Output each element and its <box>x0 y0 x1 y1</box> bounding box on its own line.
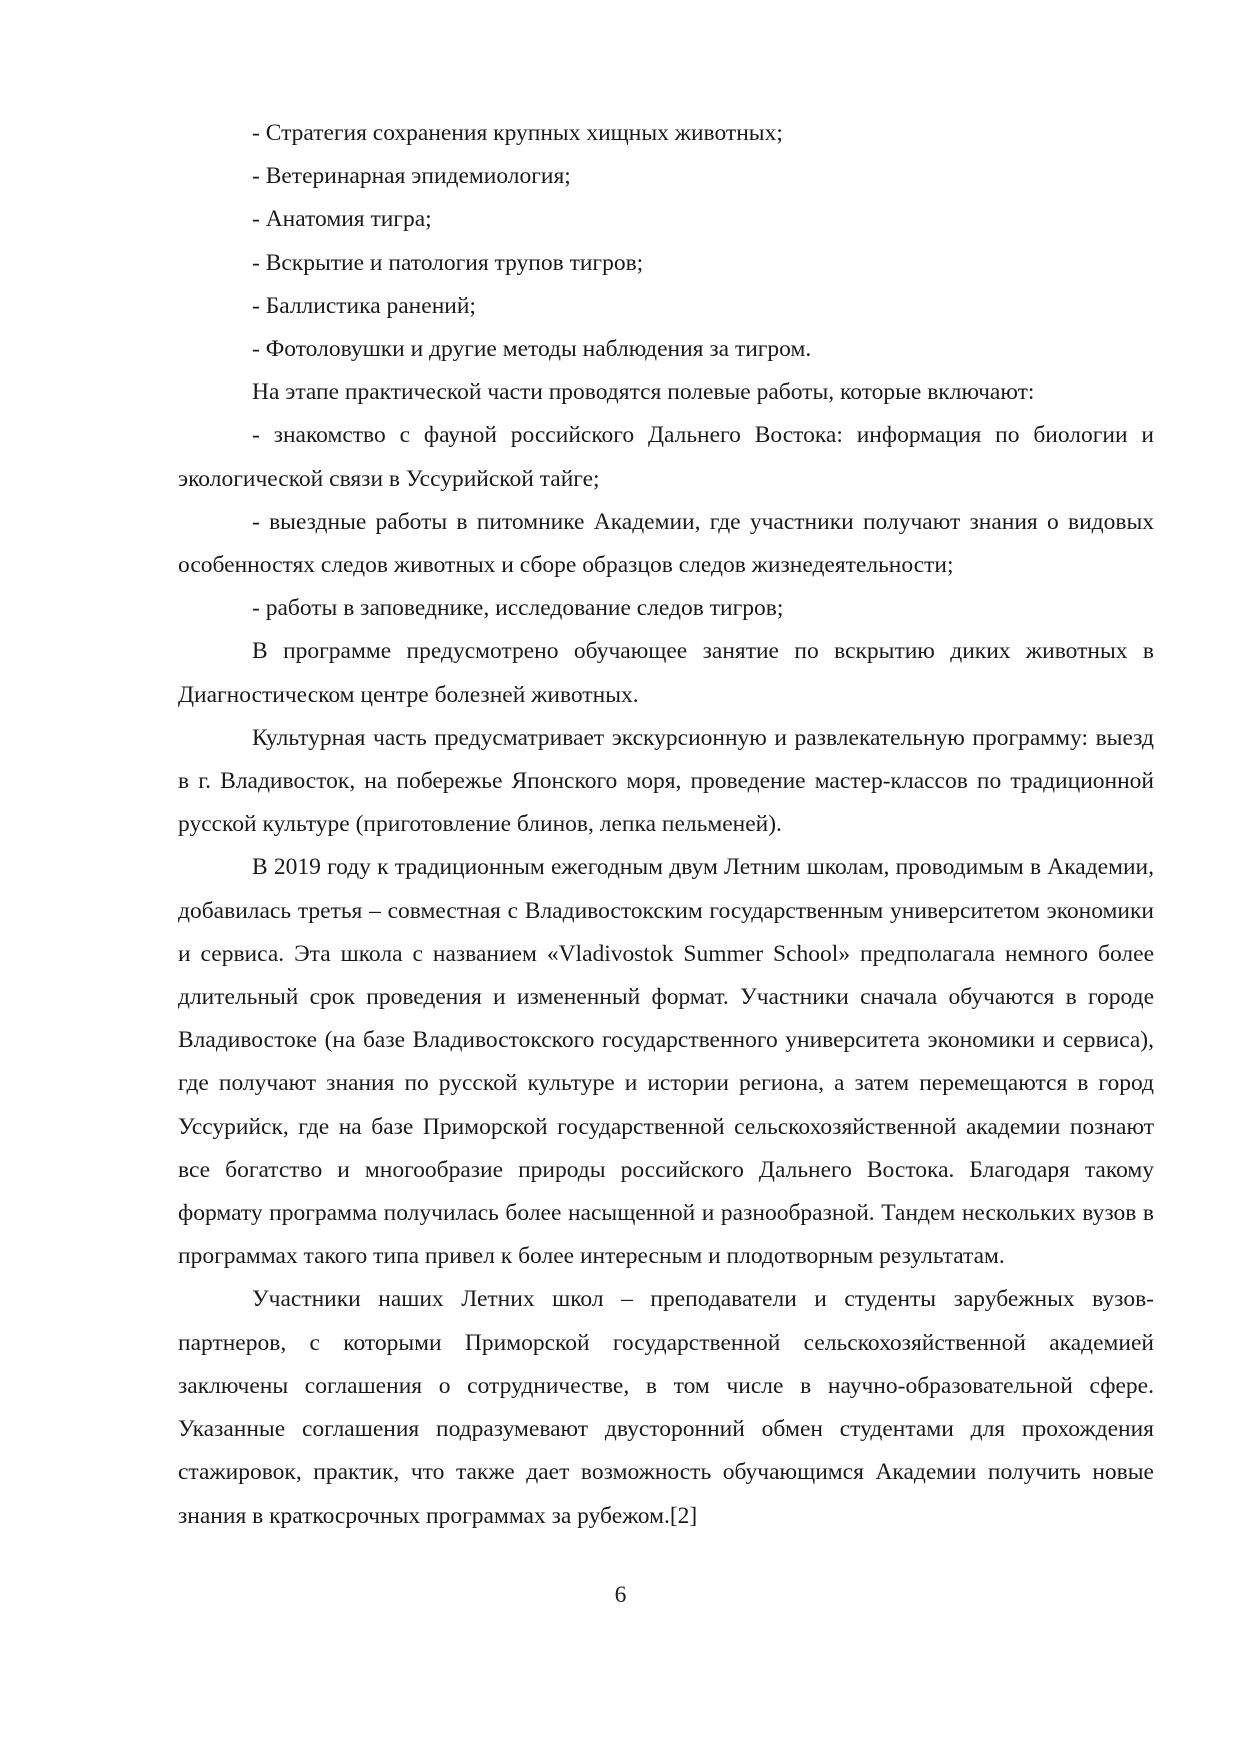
list-item: - Стратегия сохранения крупных хищных животных; <box>252 120 783 146</box>
paragraph-2019: В 2019 году к традиционным ежегодным двум Летним школам, проводимым в Академии, добавилась третья – совместная с Владивостокским государственным университетом экономики и сервиса. Эта школа с названием «Vladivostok Summer School» предполагала немного более длительный срок проведения и измененный формат. Участники сначала обучаются в городе Владивостоке (на базе Владивостокского государственного университета экономики и сервиса), где получают знания по русской культуре и истории региона, а затем перемещаются в город Уссурийск, где на базе Приморской государственной сельскохозяйственной академии познают все богатство и многообразие природы российского Дальнего Востока. Благодаря такому формату программа получилась более насыщенной и разнообразной. Тандем нескольких вузов в программах такого типа привел к более интересным и плодотворным результатам. <box>178 854 1154 1270</box>
paragraph-cultural: Культурная часть предусматривает экскурсионную и развлекательную программу: выезд в г. Владивосток, на побережье Японского моря, проведение мастер-классов по традиционной русской культуре (приготовление блинов, лепка пельменей). <box>178 724 1154 838</box>
list-item: - Анатомия тигра; <box>252 206 432 233</box>
practical-item: - работы в заповеднике, исследование следов тигров; <box>252 595 784 622</box>
practical-item: - выездные работы в питомнике Академии, где участники получают знания о видовых особенностях следов животных и сборе образцов следов жизнедеятельности; <box>178 508 1154 579</box>
list-item: - Ветеринарная эпидемиология; <box>252 163 571 190</box>
practical-item: - знакомство с фауной российского Дальнего Востока: информация по биологии и экологической связи в Уссурийской тайге; <box>178 422 1154 492</box>
list-item: - Вскрытие и патология трупов тигров; <box>252 249 644 276</box>
page-number: 6 <box>614 1582 627 1608</box>
practical-intro: На этапе практической части проводятся полевые работы, которые включают: <box>252 379 1035 406</box>
paragraph-autopsy: В программе предусмотрено обучающее занятие по вскрытию диких животных в Диагностическом центре болезней животных. <box>178 638 1154 708</box>
paragraph-participants: Участники наших Летних школ – преподаватели и студенты зарубежных вузов-партнеров, с которыми Приморской государственной сельскохозяйственной академией заключены соглашения о сотрудничестве, в том числе в научно-образовательной сфере. Указанные соглашения подразумевают двусторонний обмен студентами для прохождения стажировок, практик, что также дает возможность обучающимся Академии получить новые знания в краткосрочных программах за рубежом.[2] <box>178 1286 1154 1529</box>
list-item: - Фотоловушки и другие методы наблюдения за тигром. <box>252 336 812 363</box>
document-page <box>178 112 1154 1538</box>
list-item: - Баллистика ранений; <box>252 292 476 319</box>
